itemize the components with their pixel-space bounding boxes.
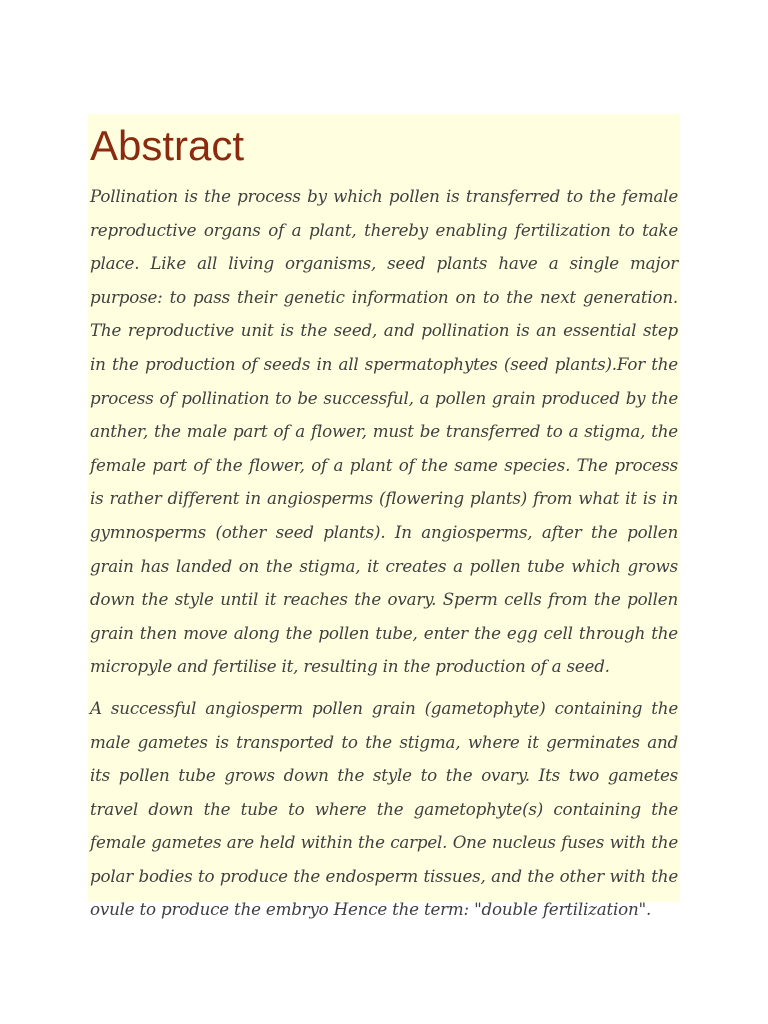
abstract-panel bbox=[88, 114, 680, 920]
abstract-paragraph-1: Pollination is the process by which pollen is transferred to the female reproductive organs of a plant, thereby enabling fertilization to take place. Like all living organisms, seed plants have a single major purpose: to pass their genetic information on to the next generation. The reproductive unit is the seed, and pollination is an essential step in the production of seeds in all spermatophytes (seed plants).For the process of pollination to be successful, a pollen grain produced by the anther, the male part of a flower, must be transferred to a stigma, the female part of the flower, of a plant of the same species. The process is rather different in angiosperms (flowering plants) from what it is in gymnosperms (other seed plants). In angiosperms, after the pollen grain has landed on the stigma, it creates a pollen tube which grows down the style until it reaches the ovary. Sperm cells from the pollen grain then move along the pollen tube, enter the egg cell through the micropyle and fertilise it, resulting in the production of a seed. bbox=[90, 186, 678, 677]
abstract-paragraph-2: A successful angiosperm pollen grain (gametophyte) containing the male gametes is transported to the stigma, where it germinates and its pollen tube grows down the style to the ovary. Its two gametes travel down the tube to where the gametophyte(s) containing the female gametes are held within the carpel. One nucleus fuses with the polar bodies to produce the endosperm tissues, and the other with the ovule to produce the embryo Hence the term: "double fertilization". bbox=[90, 697, 678, 920]
abstract-heading: Abstract bbox=[90, 122, 245, 169]
